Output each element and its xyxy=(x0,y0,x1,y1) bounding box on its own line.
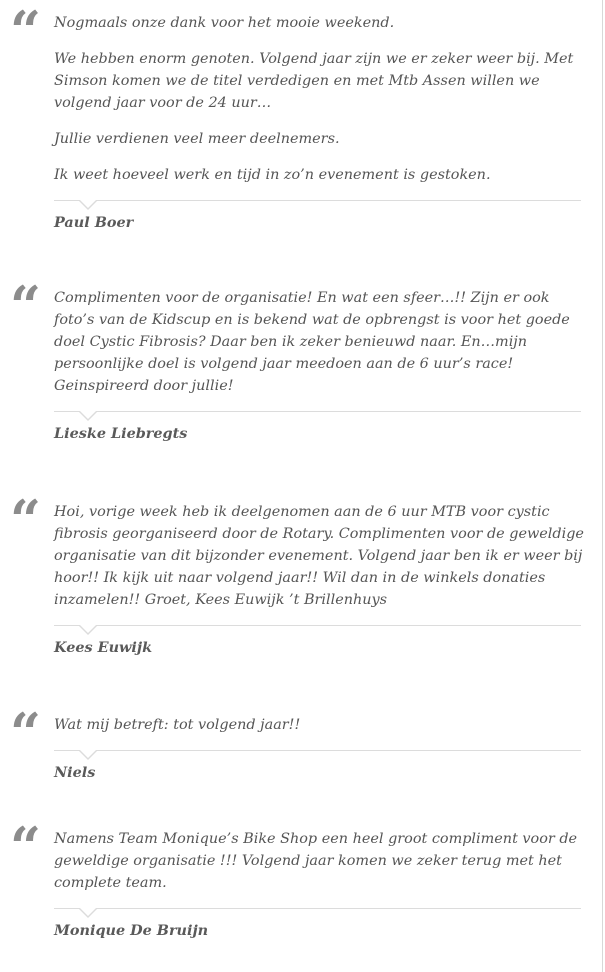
quote-icon: “ xyxy=(10,274,42,338)
testimonial-body xyxy=(54,501,586,611)
testimonial-author: Niels xyxy=(54,764,96,781)
testimonial-author: Lieske Liebregts xyxy=(54,425,188,442)
testimonial-paragraph: Nogmaals onze dank voor het mooie weekend. xyxy=(54,15,395,31)
testimonial xyxy=(0,0,600,234)
testimonial-divider xyxy=(54,200,581,201)
testimonial-author: Kees Euwijk xyxy=(54,639,153,656)
quote-icon: “ xyxy=(10,488,42,552)
testimonial-body xyxy=(54,828,586,894)
testimonial-body xyxy=(54,12,586,186)
testimonial-author: Monique De Bruijn xyxy=(54,922,209,939)
testimonial xyxy=(0,274,600,445)
divider-notch xyxy=(78,411,98,421)
testimonial-paragraph: Jullie verdienen veel meer deelnemers. xyxy=(54,131,340,147)
testimonial-paragraph: We hebben enorm genoten. Volgend jaar zijn we er zeker weer bij. Met Simson komen we de titel verdedigen en met Mtb Assen willen we volgend jaar voor de 24 uur… xyxy=(54,51,574,111)
testimonial xyxy=(0,815,600,942)
testimonial-divider xyxy=(54,411,581,412)
testimonial-author: Paul Boer xyxy=(54,214,134,231)
testimonial-paragraph: Hoi, vorige week heb ik deelgenomen aan de 6 uur MTB voor cystic fibrosis georganiseerd door de Rotary. Complimenten voor de geweldige organisatie van dit bijzonder evenement. Volgend jaar ben ik er weer bij hoor!! Ik kijk uit naar volgend jaar!! Wil dan in de winkels donaties inzamelen!! Groet, Kees Euwijk ’t Brillenhuys xyxy=(54,504,584,608)
testimonial xyxy=(0,488,600,659)
testimonial-divider xyxy=(54,625,581,626)
divider-notch xyxy=(78,750,98,760)
testimonial-divider xyxy=(54,750,581,751)
testimonial-paragraph: Wat mij betreft: tot volgend jaar!! xyxy=(54,717,301,733)
divider-notch xyxy=(78,908,98,918)
testimonial-paragraph: Complimenten voor de organisatie! En wat een sfeer…!! Zijn er ook foto’s van de Kidscup en is bekend wat de opbrengst is voor het goede doel Cystic Fibrosis? Daar ben ik zeker benieuwd naar. En…mijn persoonlijke doel is volgend jaar meedoen aan de 6 uur’s race! Geinspireerd door jullie! xyxy=(54,290,570,394)
testimonial-paragraph: Namens Team Monique’s Bike Shop een heel groot compliment voor de geweldige organisatie !!! Volgend jaar komen we zeker terug met het complete team. xyxy=(54,831,578,891)
testimonial-paragraph: Ik weet hoeveel werk en tijd in zo’n evenement is gestoken. xyxy=(54,167,491,183)
testimonial-body xyxy=(54,714,586,736)
quote-icon: “ xyxy=(10,701,42,765)
quote-icon: “ xyxy=(10,0,42,63)
testimonial-divider xyxy=(54,908,581,909)
divider-notch xyxy=(78,200,98,210)
testimonial-body xyxy=(54,287,586,397)
page-edge-rule xyxy=(602,0,603,972)
divider-notch xyxy=(78,625,98,635)
testimonial xyxy=(0,701,600,784)
quote-icon: “ xyxy=(10,815,42,879)
